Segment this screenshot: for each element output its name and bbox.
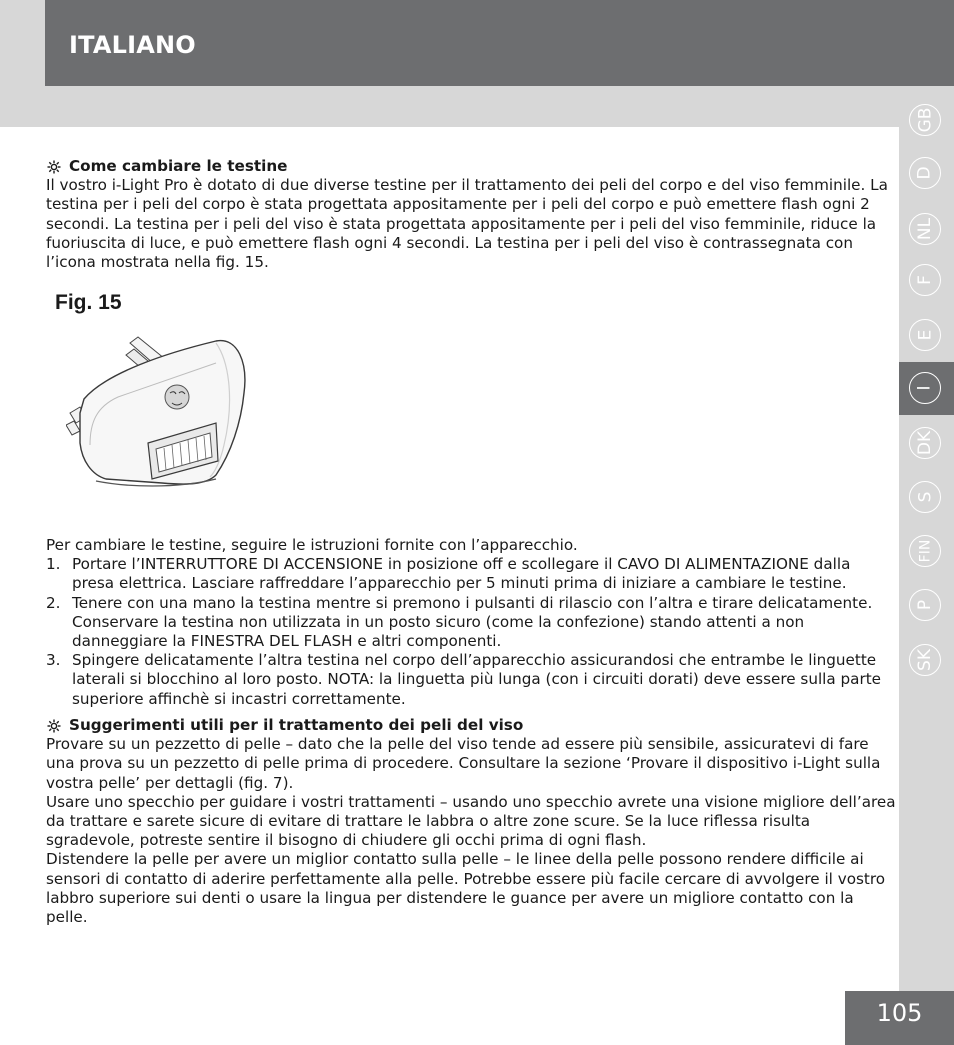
lang-tab-dk[interactable]: DK xyxy=(909,427,941,459)
lang-tab-sk[interactable]: SK xyxy=(909,644,941,676)
face-head-attachment-illustration xyxy=(66,333,251,493)
section-change-heads xyxy=(46,157,896,272)
list-item: 2. Tenere con una mano la testina mentre si premono i pulsanti di rilascio con l’altra e tirare delicatamente. Conservare la testina non utilizzata in un posto sicuro (come la confezione) stando attenti a non danneggiare la FINESTRA DEL FLASH e altri componenti. xyxy=(46,593,873,651)
lang-tab-s[interactable]: S xyxy=(909,481,941,513)
section-face-tips xyxy=(46,716,896,927)
tip-paragraph: Distendere la pelle per avere un miglior contatto sulla pelle – le linee della pelle possono rendere difficile ai sensori di contatto di aderire perfettamente alla pelle. Potrebbe essere più facile cercare di avvolgere il vostro labbro superiore sui denti o usare la lingua per distendere le guance per avere un migliore contatto con la pelle. xyxy=(46,850,886,927)
lang-tab-f[interactable]: F xyxy=(909,264,941,296)
lang-tab-i[interactable]: I xyxy=(909,372,941,404)
page-number: 105 xyxy=(876,999,923,1027)
sun-bullet-icon xyxy=(47,719,61,733)
section-heading: Suggerimenti utili per il trattamento dei peli del viso xyxy=(46,716,896,735)
section-body: Il vostro i-Light Pro è dotato di due diverse testine per il trattamento dei peli del corpo e del viso femminile. La testina per i peli del corpo è stata progettata appositamente per i peli del corpo e può emettere flash ogni 2 secondi. La testina per i peli del viso è stata progettata appositamente per i peli del viso femminile, riduce la fuoriuscita di luce, e può emettere flash ogni 4 secondi. La testina per i peli del viso è contrassegnata con l’icona mostrata nella fig. 15. xyxy=(46,176,888,272)
tip-paragraph: Provare su un pezzetto di pelle – dato che la pelle del viso tende ad essere più sensibile, assicuratevi di fare una prova su un pezzetto di pelle prima di procedere. Consultare la sezione ‘Provare il dispositivo i-Light sulla vostra pelle’ per dettagli (fig. 7). xyxy=(46,735,881,792)
page-number-box xyxy=(845,991,954,1045)
list-item: 1. Portare l’INTERRUTTORE DI ACCENSIONE in posizione off e scollegare il CAVO DI ALIMENTAZIONE dalla presa elettrica. Lasciare raffreddare l’apparecchio per 5 minuti prima di iniziare a cambiare le testine. xyxy=(46,555,851,593)
lang-tab-e[interactable]: E xyxy=(909,319,941,351)
sun-bullet-icon xyxy=(47,160,61,174)
page-title: ITALIANO xyxy=(69,31,196,59)
steps-section xyxy=(46,536,896,709)
lang-tab-gb[interactable]: GB xyxy=(909,104,941,136)
section-heading: Come cambiare le testine xyxy=(46,157,896,176)
steps-intro: Per cambiare le testine, seguire le istruzioni fornite con l’apparecchio. xyxy=(46,536,578,554)
lang-tab-d[interactable]: D xyxy=(909,157,941,189)
lang-tab-p[interactable]: P xyxy=(909,589,941,621)
lang-tab-nl[interactable]: NL xyxy=(909,213,941,245)
header-bar xyxy=(45,0,954,86)
figure-label: Fig. 15 xyxy=(55,291,122,314)
lang-tab-fin[interactable]: FIN xyxy=(909,535,941,567)
list-item: 3. Spingere delicatamente l’altra testina nel corpo dell’apparecchio assicurandosi che entrambe le linguette laterali si blocchino al loro posto. NOTA: la linguetta più lunga (con i circuiti dorati) deve essere sulla parte superiore affinchè si incastri correttamente. xyxy=(46,651,882,708)
tip-paragraph: Usare uno specchio per guidare i vostri trattamenti – usando uno specchio avrete una visione migliore dell’area da trattare e sarete sicure di evitare di trattare le labbra o altre zone scure. Se la luce riflessa risulta sgradevole, potreste sentire il bisogno di chiudere gli occhi prima di ogni flash. xyxy=(46,792,896,850)
